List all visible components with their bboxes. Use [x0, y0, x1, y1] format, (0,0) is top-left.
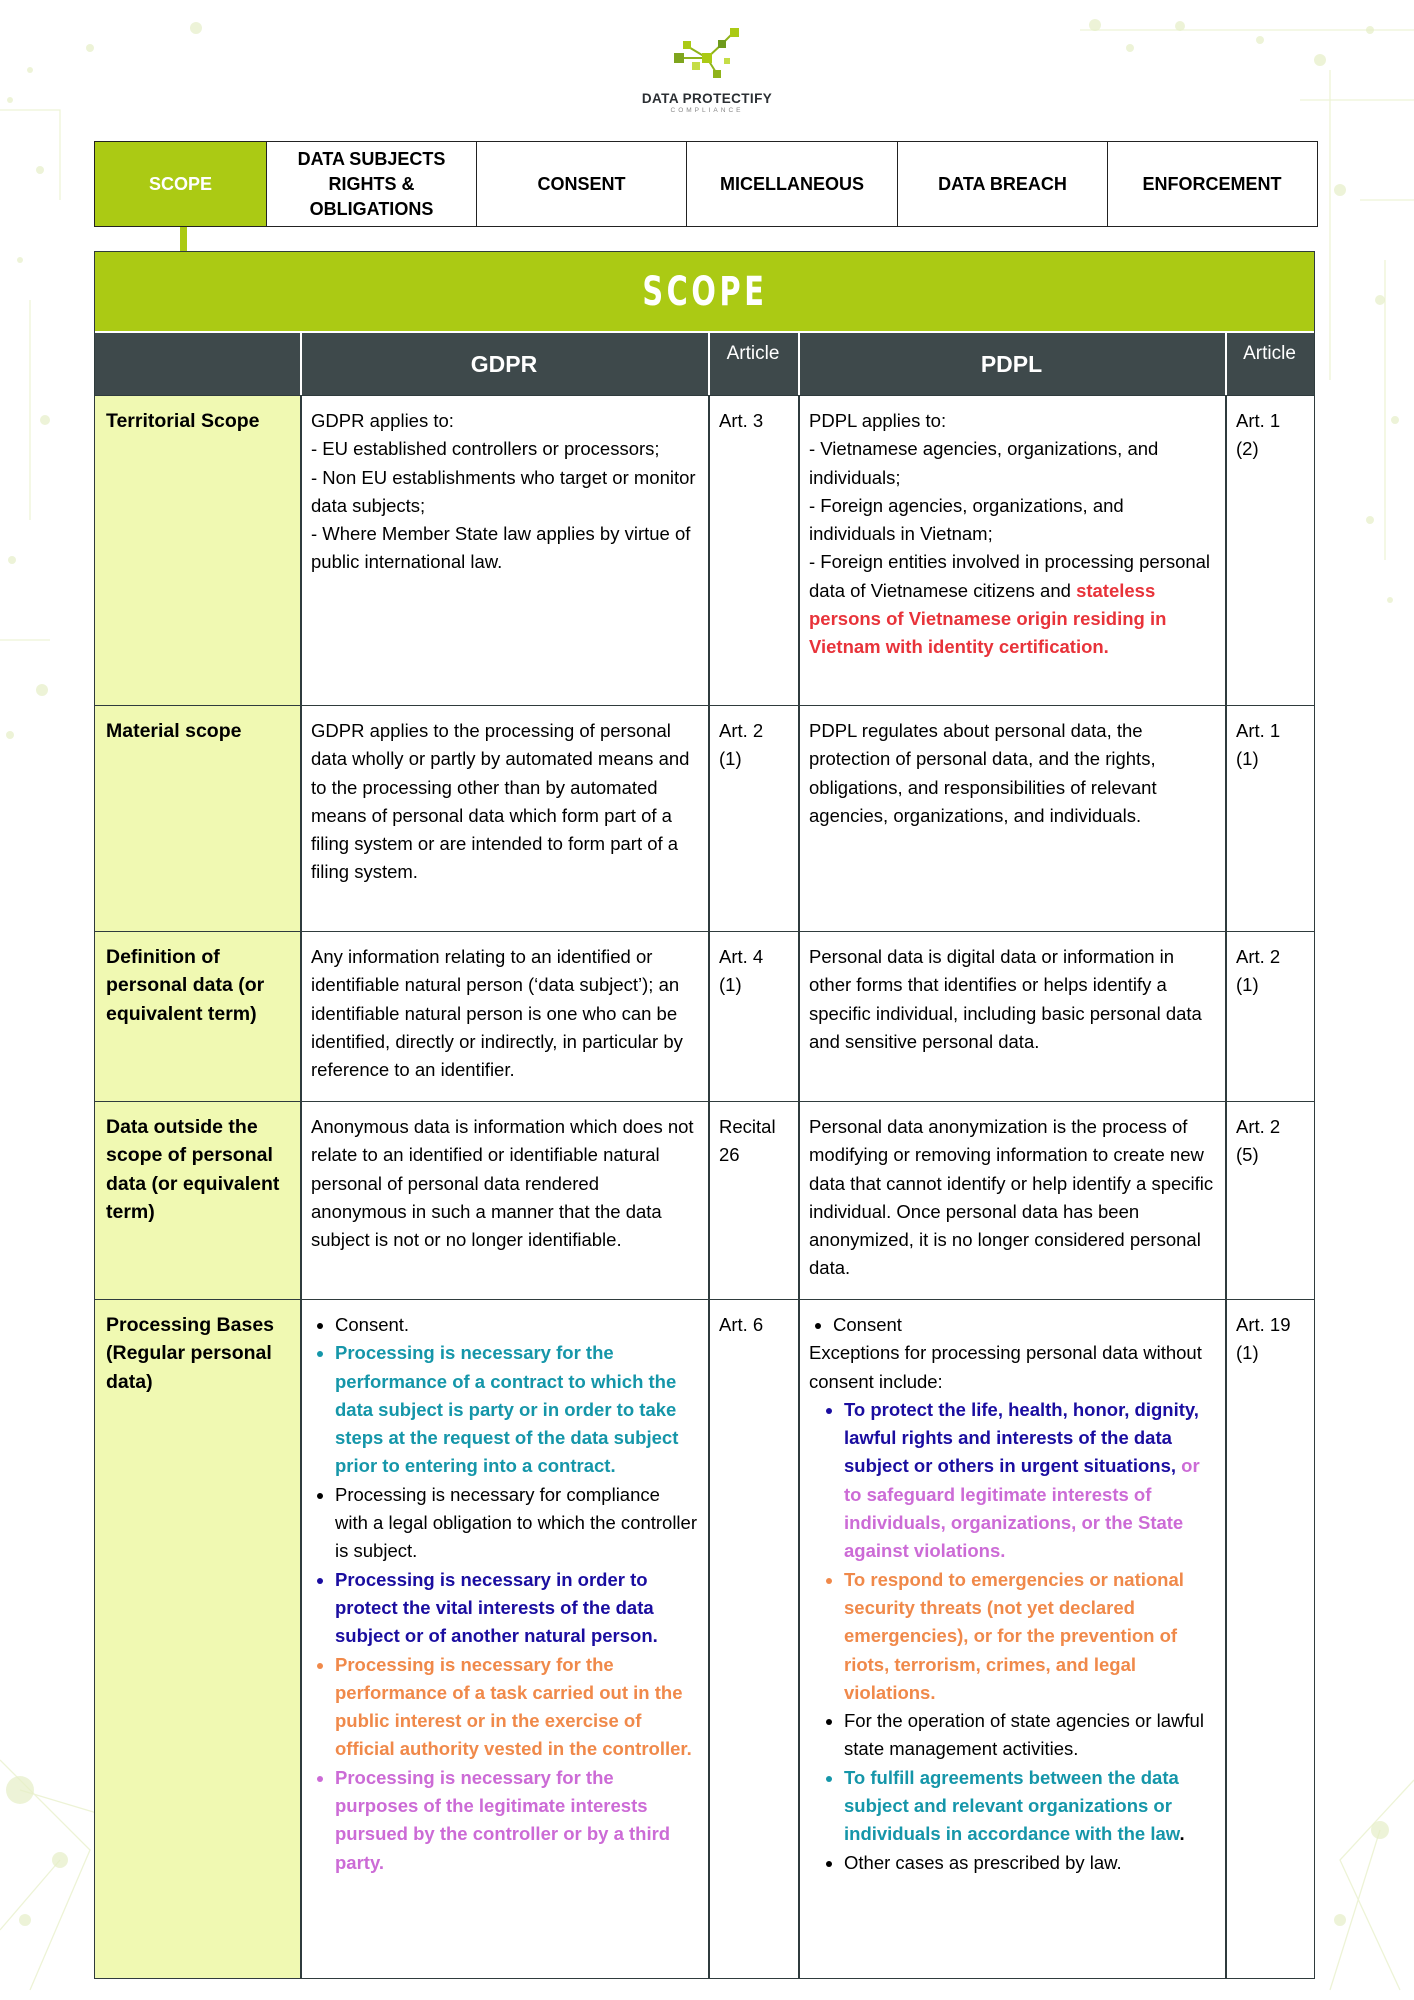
pdpl-exception-text: To fulfill agreements between the data subject and relevant organizations or individuals in accordance with the law — [844, 1766, 1180, 1845]
gdpr-article-material: Art. 2 (1) — [708, 705, 798, 931]
pdpl-article-material: Art. 1 (1) — [1225, 705, 1314, 931]
list-item: • Processing is necessary for the purposes of the legitimate interests pursued by the controller or by a third party. — [335, 1764, 697, 1877]
section-banner — [95, 252, 1314, 331]
row-label-definition: Definition of personal data (or equivalent term) — [95, 931, 300, 1101]
pdpl-exceptions-intro: Exceptions for processing personal data without consent include: — [809, 1342, 1202, 1392]
pdpl-definition: Personal data is digital data or information in other forms that identifies or helps identify a specific individual, including basic personal data and sensitive personal data. — [798, 931, 1225, 1101]
pdpl-material-scope: PDPL regulates about personal data, the protection of personal data, and the rights, obligations, and responsibilities of relevant agencies, organizations, and individuals. — [798, 705, 1225, 931]
pdpl-territorial-intro: PDPL applies to: — [809, 410, 947, 431]
pdpl-consent-list — [809, 1311, 1214, 1339]
gdpr-territorial-line: - Non EU establishments who target or monitor data subjects; — [311, 466, 696, 516]
gdpr-territorial-line: - Where Member State law applies by virtue of public international law. — [311, 523, 691, 573]
list-item: • Consent — [833, 1311, 1214, 1339]
gdpr-article-outside-scope: Recital 26 — [708, 1101, 798, 1299]
row-label-data-outside-scope: Data outside the scope of personal data (or equivalent term) — [95, 1101, 300, 1299]
column-divider — [300, 395, 302, 1978]
pdpl-territorial-line: - Vietnamese agencies, organizations, and individuals; — [809, 438, 1159, 488]
pdpl-exceptions-list — [809, 1396, 1214, 1877]
list-item — [844, 1396, 1214, 1566]
row-label-processing-bases: Processing Bases (Regular personal data) — [95, 1299, 300, 1978]
pdpl-article-definition: Art. 2 (1) — [1225, 931, 1314, 1101]
list-item: • For the operation of state agencies or lawful state management activities. — [844, 1707, 1214, 1764]
header-divider — [300, 333, 302, 395]
header-pdpl-article: Article — [1225, 333, 1314, 395]
company-logo — [0, 26, 1414, 114]
header-gdpr-article: Article — [708, 333, 798, 395]
list-item: • To respond to emergencies or national security threats (not yet declared emergencies), or for the prevention of riots, terrorism, crimes, and legal violations. — [844, 1566, 1214, 1707]
pdpl-article-processing: Art. 19 (1) — [1225, 1299, 1314, 1978]
gdpr-territorial-intro: GDPR applies to: — [311, 410, 454, 431]
pdpl-territorial-last — [809, 548, 1214, 661]
pdpl-article-outside-scope: Art. 2 (5) — [1225, 1101, 1314, 1299]
tab-scope[interactable]: SCOPE — [95, 142, 266, 226]
pdpl-article-territorial: Art. 1 (2) — [1225, 395, 1314, 705]
list-item — [844, 1764, 1214, 1849]
active-tab-connector — [180, 227, 187, 251]
gdpr-territorial-scope — [300, 395, 708, 705]
gdpr-article-processing: Art. 6 — [708, 1299, 798, 1978]
tab-enforcement[interactable]: ENFORCEMENT — [1107, 142, 1316, 226]
list-item: • Other cases as prescribed by law. — [844, 1849, 1214, 1877]
pdpl-data-outside-scope: Personal data anonymization is the process of modifying or removing information to create new data that cannot identify or help identify a specific individual. Once personal data has been anonymized, it is no longer considered personal data. — [798, 1101, 1225, 1299]
tab-consent[interactable]: CONSENT — [476, 142, 686, 226]
list-item: • Processing is necessary in order to protect the vital interests of the data subject or of another natural person. — [335, 1566, 697, 1651]
gdpr-definition: Any information relating to an identified or identifiable natural person (‘data subject’); an identifiable natural person is one who can be identified, directly or indirectly, in particular by reference to an identifier. — [300, 931, 708, 1101]
pdpl-territorial-scope — [798, 395, 1225, 705]
list-item: • Processing is necessary for compliance with a legal obligation to which the controller is subject. — [335, 1481, 697, 1566]
section-tabs — [94, 141, 1318, 227]
circuit-squares-icon — [662, 26, 752, 88]
tab-data-breach[interactable]: DATA BREACH — [897, 142, 1107, 226]
column-divider — [708, 395, 710, 1978]
header-empty — [95, 333, 300, 395]
gdpr-article-territorial: Art. 3 — [708, 395, 798, 705]
logo-subtitle: COMPLIANCE — [670, 107, 744, 114]
pdpl-territorial-line: - Foreign entities involved in processing personal data of Vietnamese citizens and — [809, 551, 1211, 601]
gdpr-article-definition: Art. 4 (1) — [708, 931, 798, 1101]
list-item: • Processing is necessary for the performance of a task carried out in the public interest or in the exercise of official authority vested in the controller. — [335, 1651, 697, 1764]
pdpl-territorial-highlight: stateless persons of Vietnamese origin residing in Vietnam with identity certification. — [809, 579, 1167, 658]
gdpr-material-scope: GDPR applies to the processing of personal data wholly or partly by automated means and to the processing other than by automated means of personal data which form part of a filing system or are intended to form part of a filing system. — [300, 705, 708, 931]
header-divider — [798, 333, 800, 395]
scope-comparison-table — [94, 251, 1315, 1979]
header-divider — [1225, 333, 1227, 395]
pdpl-exception-text: To protect the life, health, honor, dignity, lawful rights and interests of the data subject or others in urgent situations, — [844, 1398, 1199, 1477]
section-title: SCOPE — [641, 268, 768, 315]
tab-micellaneous[interactable]: MICELLANEOUS — [686, 142, 897, 226]
row-label-territorial-scope: Territorial Scope — [95, 395, 300, 705]
header-gdpr: GDPR — [300, 333, 708, 395]
pdpl-exception-text: or to safeguard legitimate interests of individuals, organizations, or the State against violations. — [844, 1455, 1200, 1562]
gdpr-data-outside-scope: Anonymous data is information which does not relate to an identified or identifiable natural personal of personal data rendered anonymous in such a manner that the data subject is not or no longer identifiable. — [300, 1101, 708, 1299]
row-label-material-scope: Material scope — [95, 705, 300, 931]
gdpr-processing-bases — [300, 1299, 708, 1978]
list-item: • Consent. — [335, 1311, 697, 1339]
pdpl-exception-period: . — [1179, 1823, 1185, 1845]
list-item: • Processing is necessary for the performance of a contract to which the data subject is party or in order to take steps at the request of the data subject prior to entering into a contract. — [335, 1339, 697, 1480]
column-divider — [1225, 395, 1227, 1978]
tab-data-subjects-rights[interactable]: DATA SUBJECTS RIGHTS & OBLIGATIONS — [266, 142, 476, 226]
header-divider — [708, 333, 710, 395]
gdpr-territorial-line: - EU established controllers or processors; — [311, 438, 660, 460]
gdpr-processing-bases-list — [311, 1311, 697, 1877]
column-divider — [798, 395, 800, 1978]
logo-name: DATA PROTECTIFY — [641, 91, 773, 106]
header-pdpl: PDPL — [798, 333, 1225, 395]
pdpl-processing-bases — [798, 1299, 1225, 1978]
pdpl-territorial-line: - Foreign agencies, organizations, and individuals in Vietnam; — [809, 494, 1124, 545]
